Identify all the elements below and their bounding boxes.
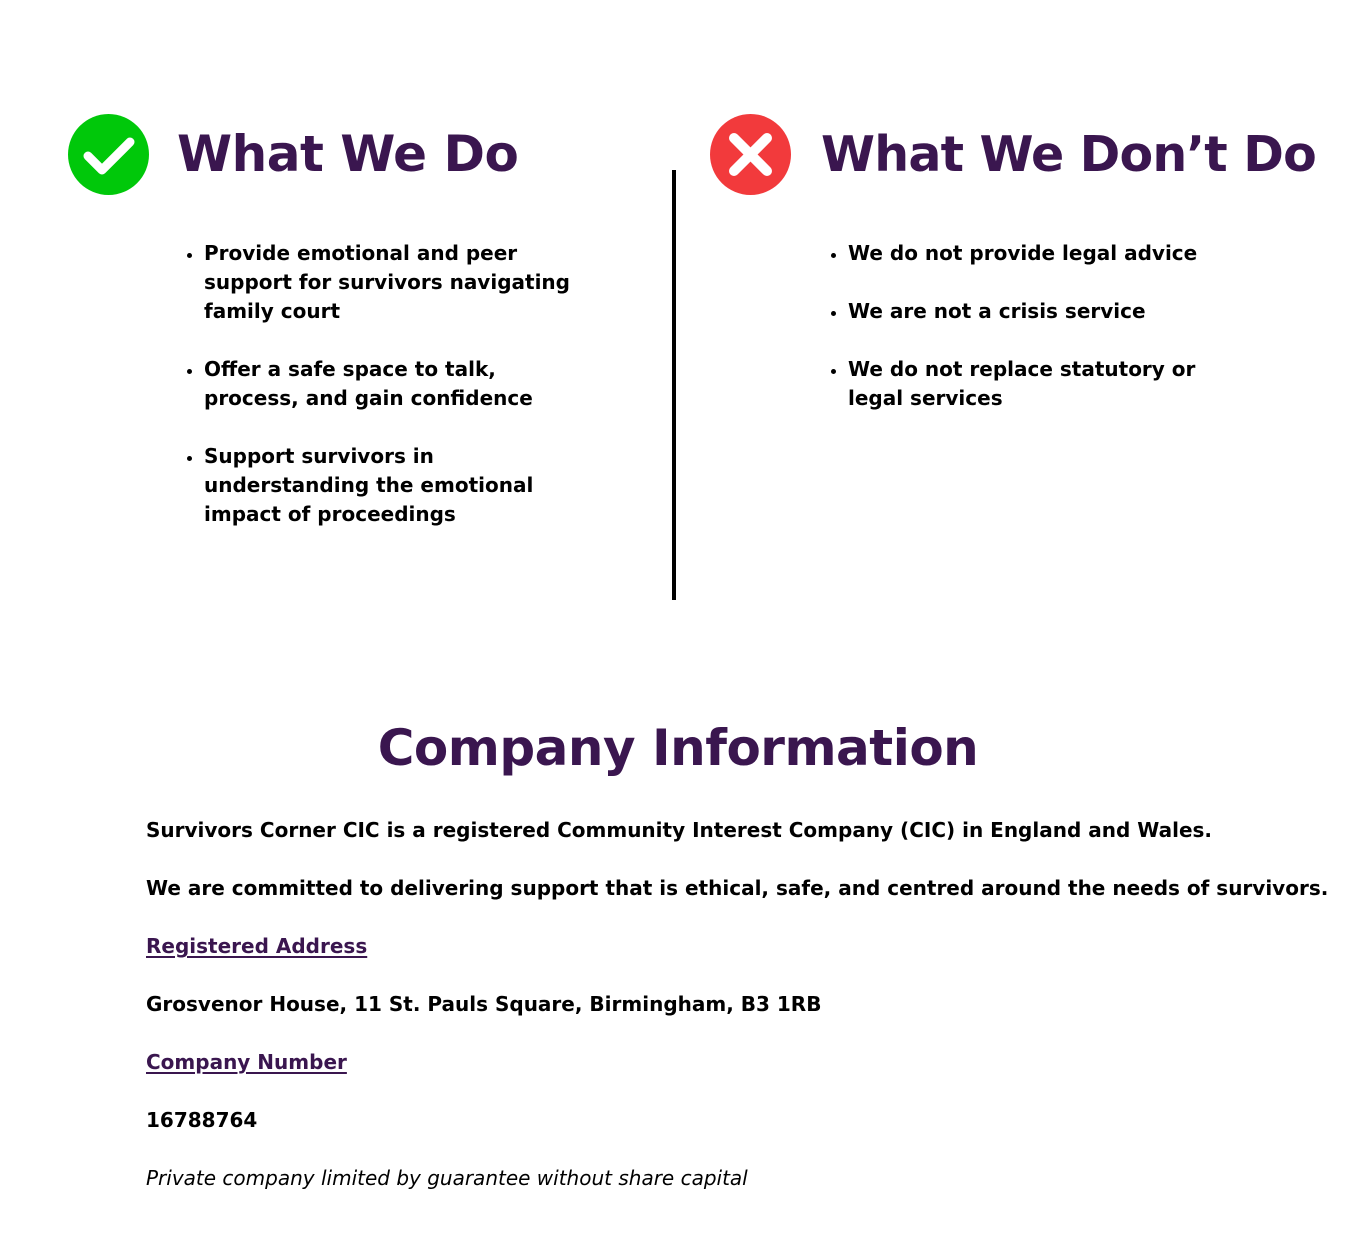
list-item: • We do not replace statutory or legal services [848,355,1228,413]
vertical-divider [672,170,676,600]
company-commitment: We are committed to delivering support that is ethical, safe, and centred around the needs of survivors. [146,876,1329,900]
check-circle-icon [68,114,149,195]
company-number: 16788764 [146,1108,258,1132]
company-information-body [146,816,1329,1222]
what-we-dont-do-list [824,239,1228,442]
list-item: • Support survivors in understanding the emotional impact of proceedings [204,442,574,529]
registered-address: Grosvenor House, 11 St. Pauls Square, Birmingham, B3 1RB [146,992,822,1016]
list-item: • Offer a safe space to talk, process, and gain confidence [204,355,574,413]
what-we-do-heading-row [68,112,518,196]
registered-address-link[interactable]: Registered Address [146,934,368,958]
list-item: • We are not a crisis service [848,297,1228,326]
what-we-dont-do-heading-row [710,112,1316,196]
what-we-do-heading: What We Do [177,125,519,183]
cross-circle-icon [710,114,791,195]
list-item: • We do not provide legal advice [848,239,1228,268]
what-we-dont-do-heading: What We Don’t Do [821,125,1316,183]
company-intro: Survivors Corner CIC is a registered Community Interest Company (CIC) in England and Wales. [146,818,1213,842]
company-information-title: Company Information [377,719,979,777]
company-type: Private company limited by guarantee without share capital [146,1166,748,1190]
what-we-do-list [180,239,574,558]
list-item: • Provide emotional and peer support for survivors navigating family court [204,239,574,326]
company-number-link[interactable]: Company Number [146,1050,347,1074]
